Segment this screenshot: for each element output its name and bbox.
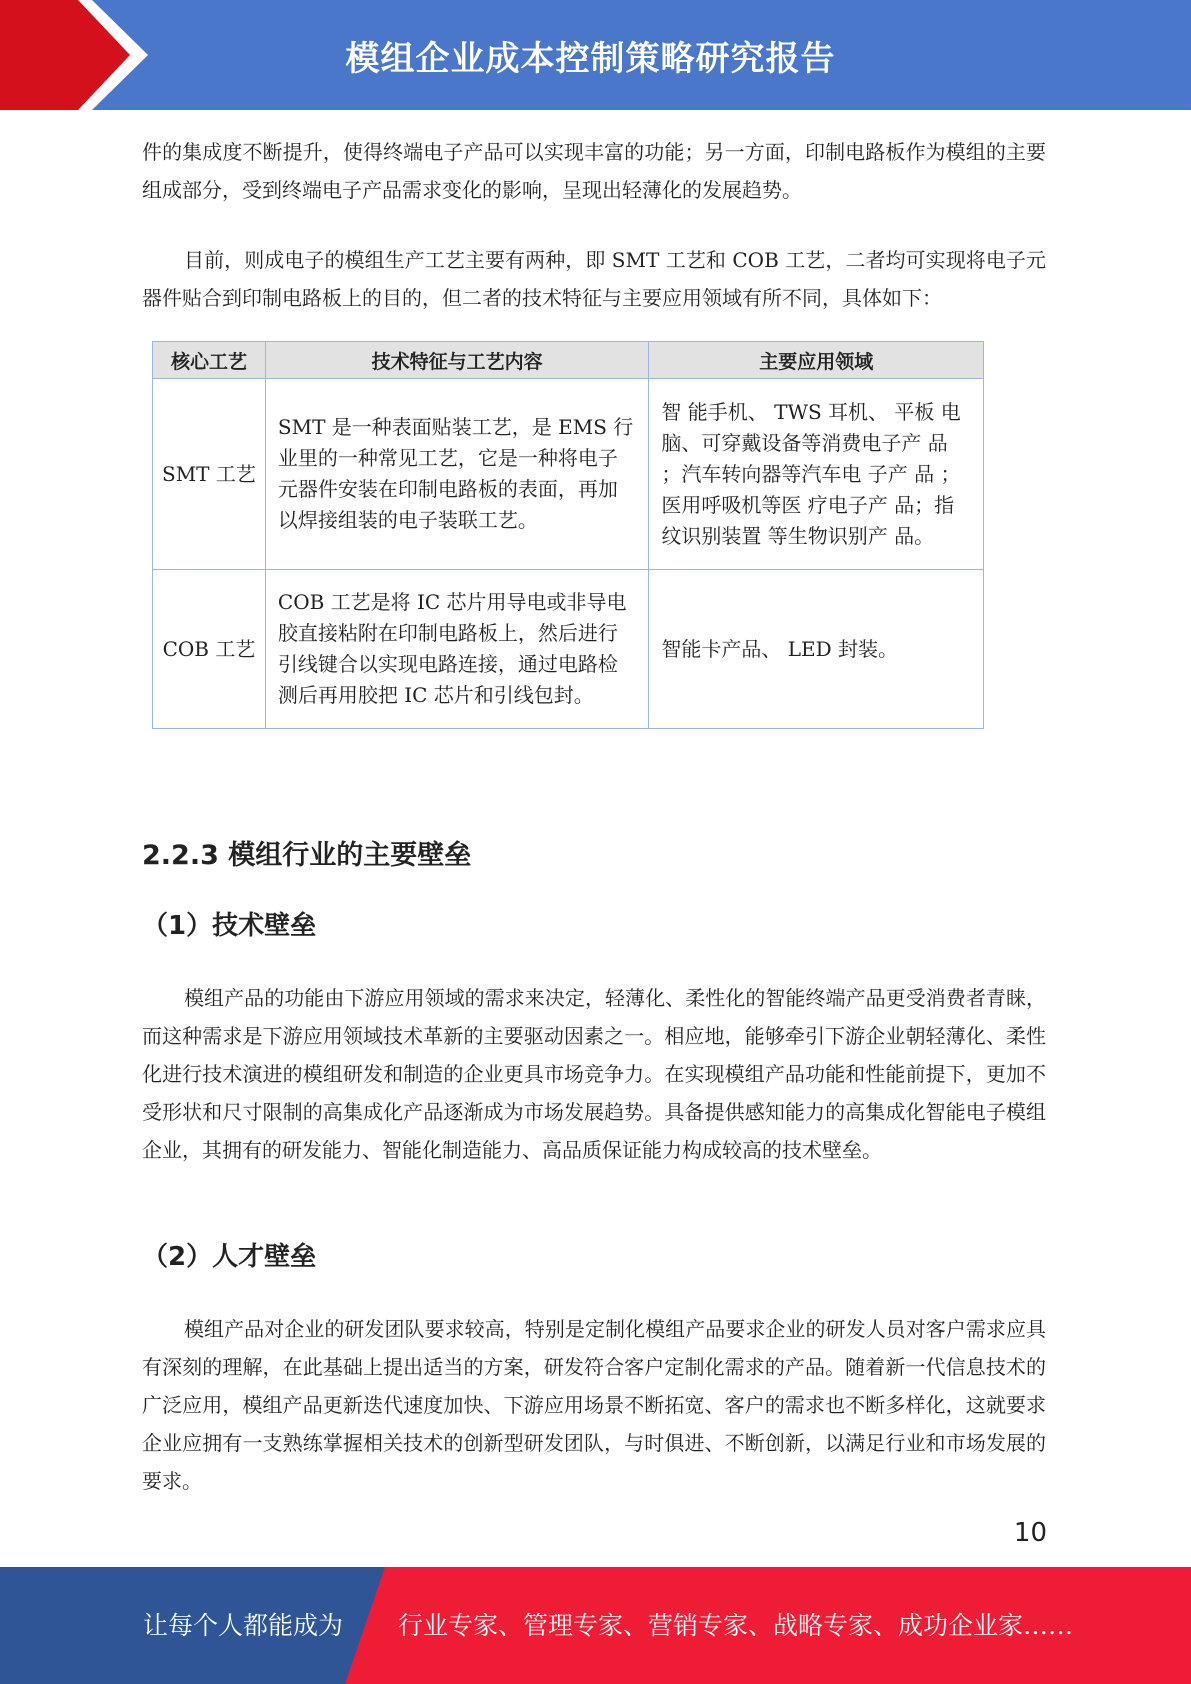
subheading-talent-barrier: （2）人才壁垒	[142, 1242, 317, 1272]
table-cell-process: COB 工艺	[153, 570, 266, 729]
table-header-cell: 主要应用领域	[649, 342, 984, 379]
footer-slogan-left: 让每个人都能成为	[143, 1611, 344, 1640]
footer-bar	[0, 1567, 1191, 1684]
paragraph-4: 模组产品对企业的研发团队要求较高，特别是定制化模组产品要求企业的研发人员对客户需求应具有深刻的理解，在此基础上提出适当的方案，研发符合客户定制化需求的产品。随着新一代信息技术的广泛应用，模组产品更新迭代速度加快、下游应用场景不断拓宽、客户的需求也不断多样化，这就要求企业应拥有一支熟练掌握相关技术的创新型研发团队，与时俱进、不断创新，以满足行业和市场发展的要求。	[142, 1317, 1046, 1493]
table-header-cell: 核心工艺	[153, 342, 266, 379]
table-header-cell: 技术特征与工艺内容	[265, 342, 649, 379]
table-header-row	[153, 342, 984, 379]
table-cell-features: SMT 是一种表面贴装工艺，是 EMS 行 业里的一种常见工艺，它是一种将电子 元器件安装在印制电路板的表面，再加 以焊接组装的电子装联工艺。	[265, 379, 649, 570]
header-arrow-decoration	[0, 0, 150, 110]
table-row	[153, 379, 984, 570]
table-row	[153, 570, 984, 729]
paragraph-3: 模组产品的功能由下游应用领域的需求来决定，轻薄化、柔性化的智能终端产品更受消费者青睐，而这种需求是下游应用领域技术革新的主要驱动因素之一。相应地，能够牵引下游企业朝轻薄化、柔性化进行技术演进的模组研发和制造的企业更具市场竞争力。在实现模组产品功能和性能前提下，更加不受形状和尺寸限制的高集成化产品逐渐成为市场发展趋势。具备提供感知能力的高集成化智能电子模组企业，其拥有的研发能力、智能化制造能力、高品质保证能力构成较高的技术壁垒。	[142, 986, 1046, 1162]
subheading-technical-barrier: （1）技术壁垒	[142, 911, 317, 941]
table-cell-applications: 智 能手机、 TWS 耳机、 平板 电脑、可穿戴设备等消费电子产 品 ；汽车转向器等汽车电 子产 品 ； 医用呼吸机等医 疗电子产 品；指纹识别装置 等生物识别产 品。	[649, 379, 984, 570]
page-number: 10	[1013, 1518, 1047, 1548]
paragraph-2: 目前，则成电子的模组生产工艺主要有两种，即 SMT 工艺和 COB 工艺，二者均可实现将电子元器件贴合到印制电路板上的目的，但二者的技术特征与主要应用领域有所不同，具体如下：	[142, 248, 1046, 310]
footer-slogan-right: 行业专家、管理专家、营销专家、战略专家、成功企业家……	[398, 1611, 1074, 1640]
section-heading: 2.2.3 模组行业的主要壁垒	[142, 840, 472, 871]
report-title: 模组企业成本控制策略研究报告	[345, 38, 836, 79]
paragraph-1: 件的集成度不断提升，使得终端电子产品可以实现丰富的功能；另一方面，印制电路板作为模组的主要组成部分，受到终端电子产品需求变化的影响，呈现出轻薄化的发展趋势。	[142, 140, 1046, 202]
header-bar	[0, 0, 1191, 110]
table-cell-features: COB 工艺是将 IC 芯片用导电或非导电 胶直接粘附在印制电路板上，然后进行 引线键合以实现电路连接，通过电路检 测后再用胶把 IC 芯片和引线包封。	[265, 570, 649, 729]
table-cell-process: SMT 工艺	[153, 379, 266, 570]
process-table	[152, 341, 984, 729]
table-cell-applications: 智能卡产品、 LED 封装。	[649, 570, 984, 729]
